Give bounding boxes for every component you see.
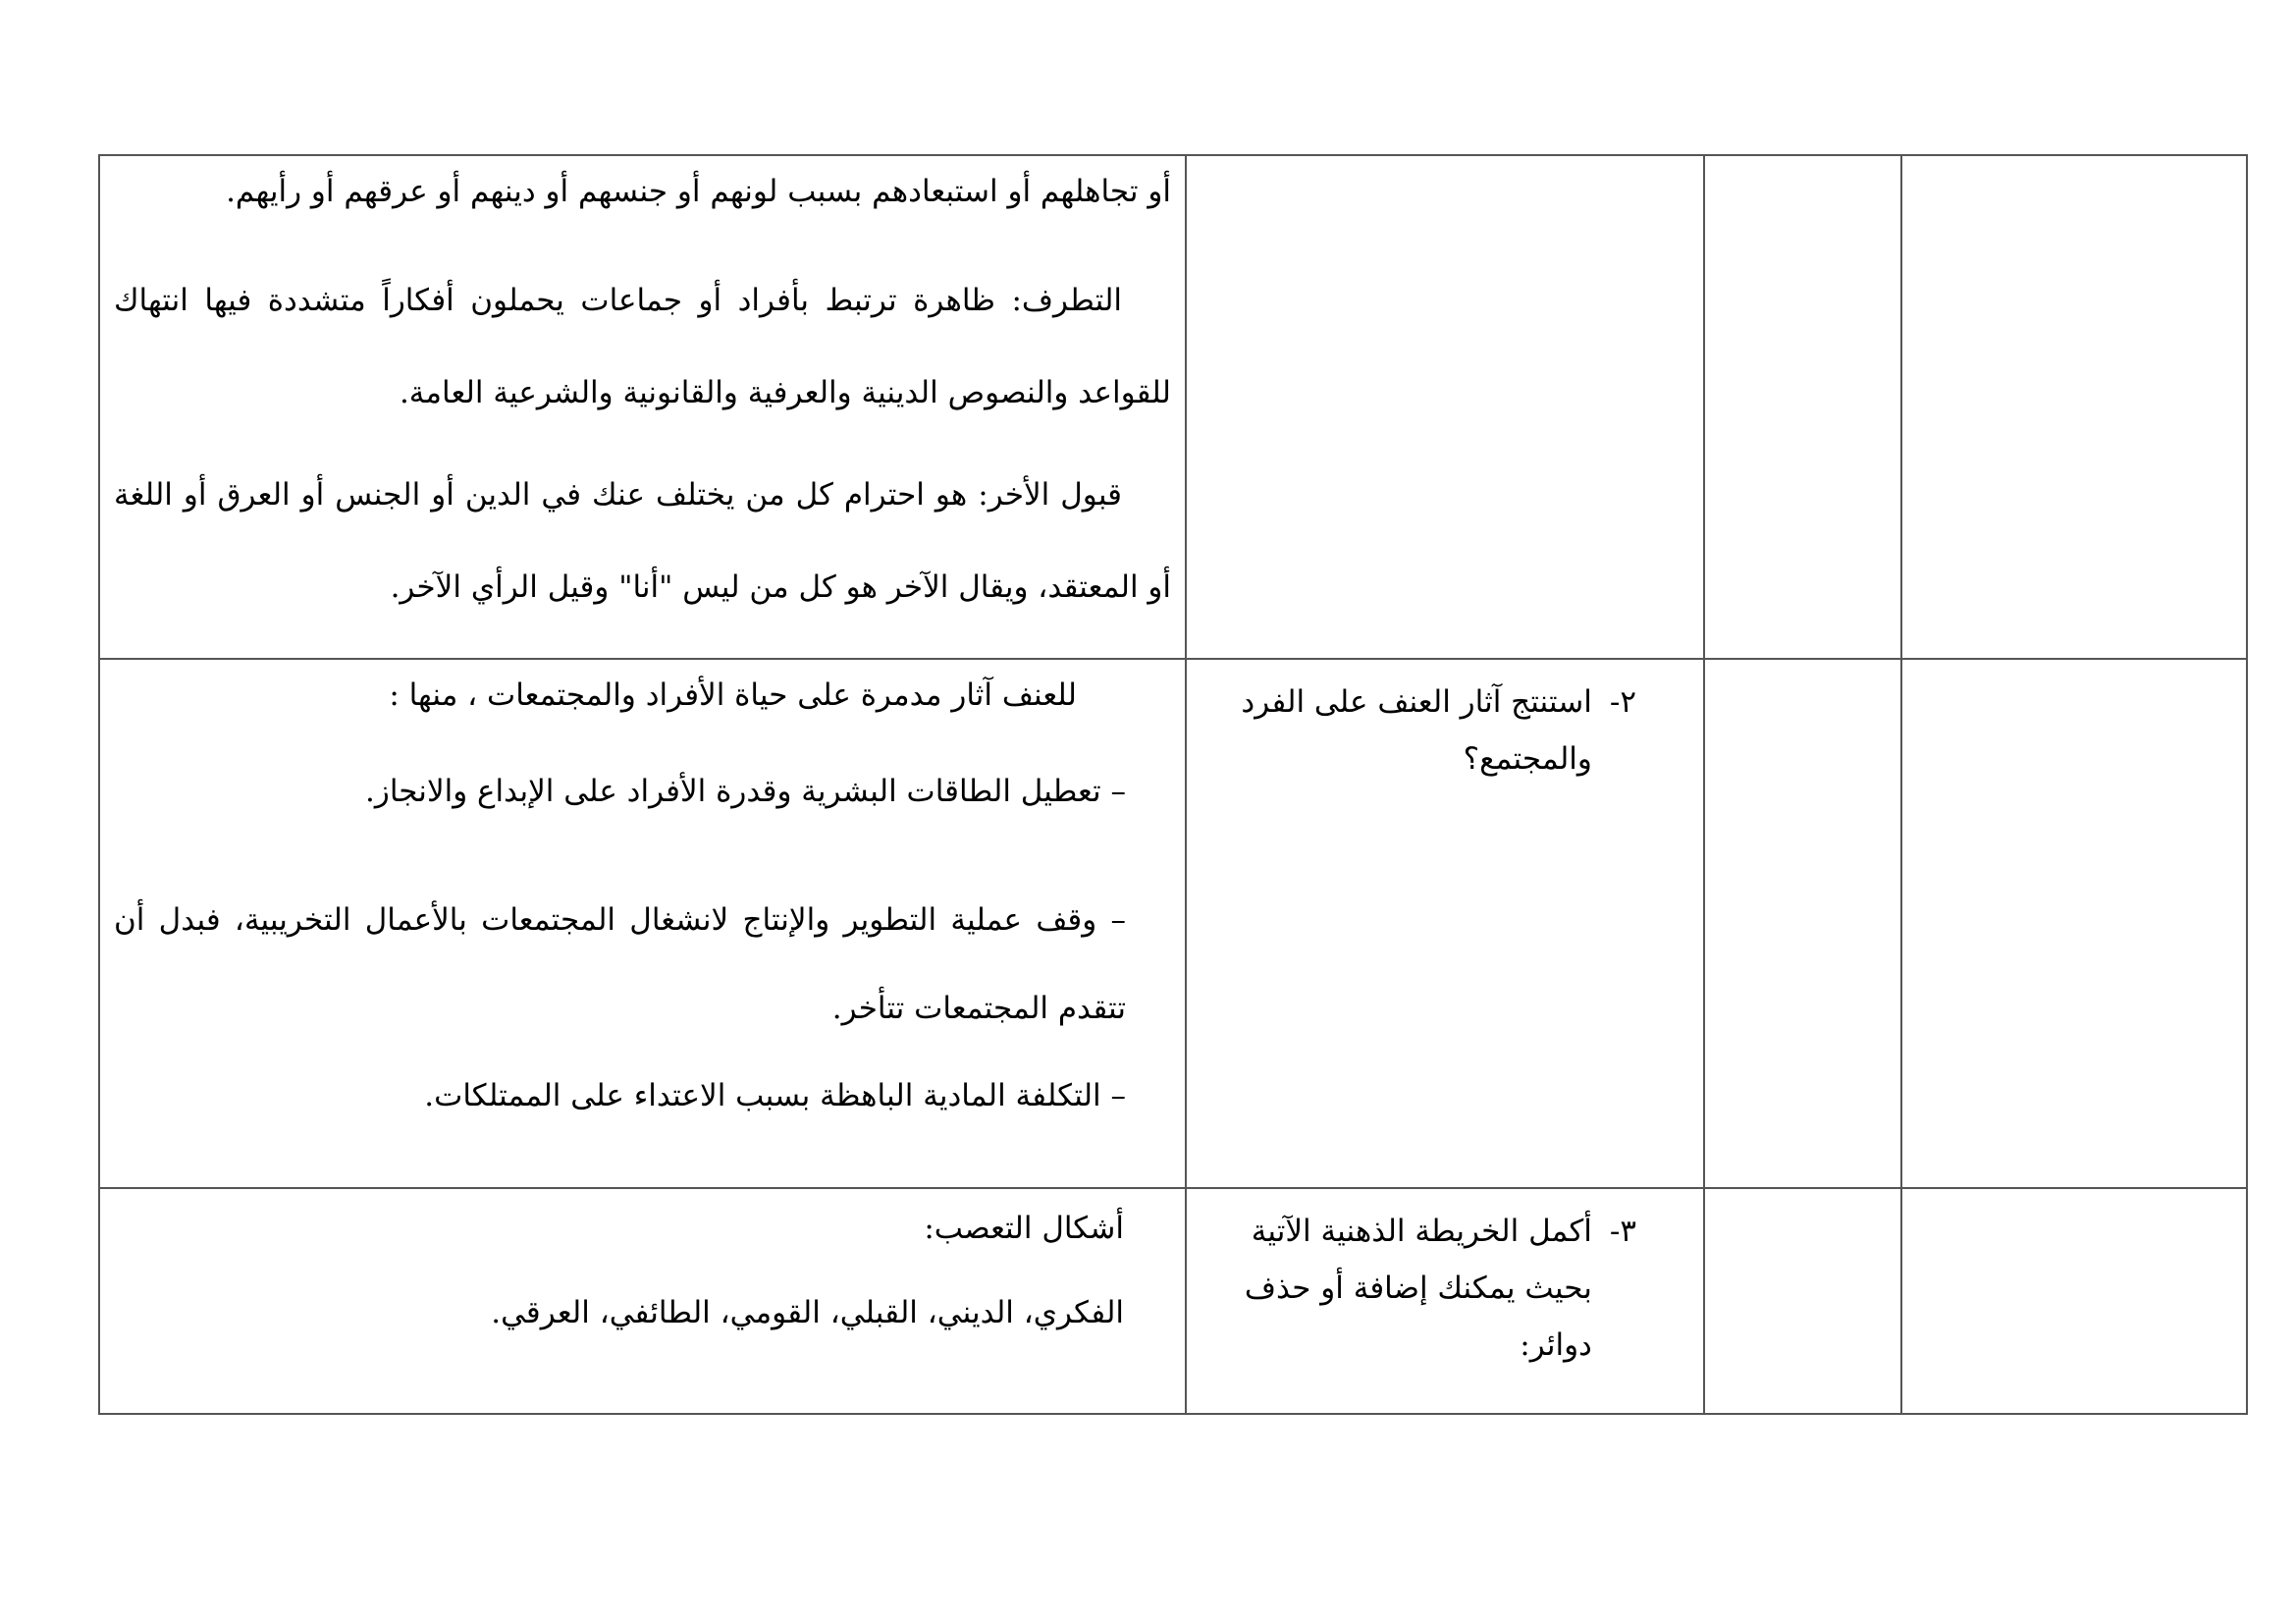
answer-cell xyxy=(99,155,1186,659)
answer-bullet: – التكلفة المادية الباهظة بسبب الاعتداء على الممتلكات. xyxy=(424,1078,1126,1113)
table-row xyxy=(99,1188,2247,1414)
answer-paragraph: قبول الأخر: هو احترام كل من يختلف عنك في الدين أو الجنس أو العرق أو اللغة أو المعتقد، ويقال الآخر هو كل من ليس "أنا" وقيل الرأي الآخر. xyxy=(114,477,1171,605)
question-number: ٣- xyxy=(1609,1214,1636,1249)
answer-paragraph: التطرف: ظاهرة ترتبط بأفراد أو جماعات يحملون أفكاراً متشددة فيها انتهاك للقواعد والنصوص الدينية والعرفية والقانونية والشرعية العامة. xyxy=(114,283,1171,410)
answer-paragraph: الفكري، الديني، القبلي، القومي، الطائفي، العرقي. xyxy=(491,1295,1124,1330)
answer-paragraph: للعنف آثار مدمرة على حياة الأفراد والمجتمعات ، منها : xyxy=(389,677,1077,713)
answer-heading: أشكال التعصب: xyxy=(924,1211,1124,1246)
mark-cell xyxy=(1901,1188,2247,1414)
table-row xyxy=(99,155,2247,659)
answer-key-table xyxy=(98,154,2248,1415)
question-text: استنتج آثار العنف على الفرد والمجتمع؟ xyxy=(1241,684,1592,777)
question-cell xyxy=(1186,155,1704,659)
question-cell xyxy=(1186,1188,1704,1414)
mark-cell xyxy=(1901,659,2247,1188)
answer-cell xyxy=(99,1188,1186,1414)
mark-cell xyxy=(1704,155,1901,659)
answer-bullet: – وقف عملية التطوير والإنتاج لانشغال المجتمعات بالأعمال التخريبية، فبدل أن تتقدم المجتمعات تتأخر. xyxy=(114,902,1126,1026)
answer-bullet: – تعطيل الطاقات البشرية وقدرة الأفراد على الإبداع والانجاز. xyxy=(365,774,1126,809)
mark-cell xyxy=(1704,659,1901,1188)
question-text: أكمل الخريطة الذهنية الآتية بحيث يمكنك إضافة أو حذف دوائر: xyxy=(1244,1214,1592,1363)
question-number: ٢- xyxy=(1609,684,1636,720)
table-row xyxy=(99,659,2247,1188)
mark-cell xyxy=(1901,155,2247,659)
answer-paragraph: أو تجاهلهم أو استبعادهم بسبب لونهم أو جنسهم أو دينهم أو عرقهم أو رأيهم. xyxy=(226,174,1171,209)
mark-cell xyxy=(1704,1188,1901,1414)
answer-cell xyxy=(99,659,1186,1188)
question-cell xyxy=(1186,659,1704,1188)
